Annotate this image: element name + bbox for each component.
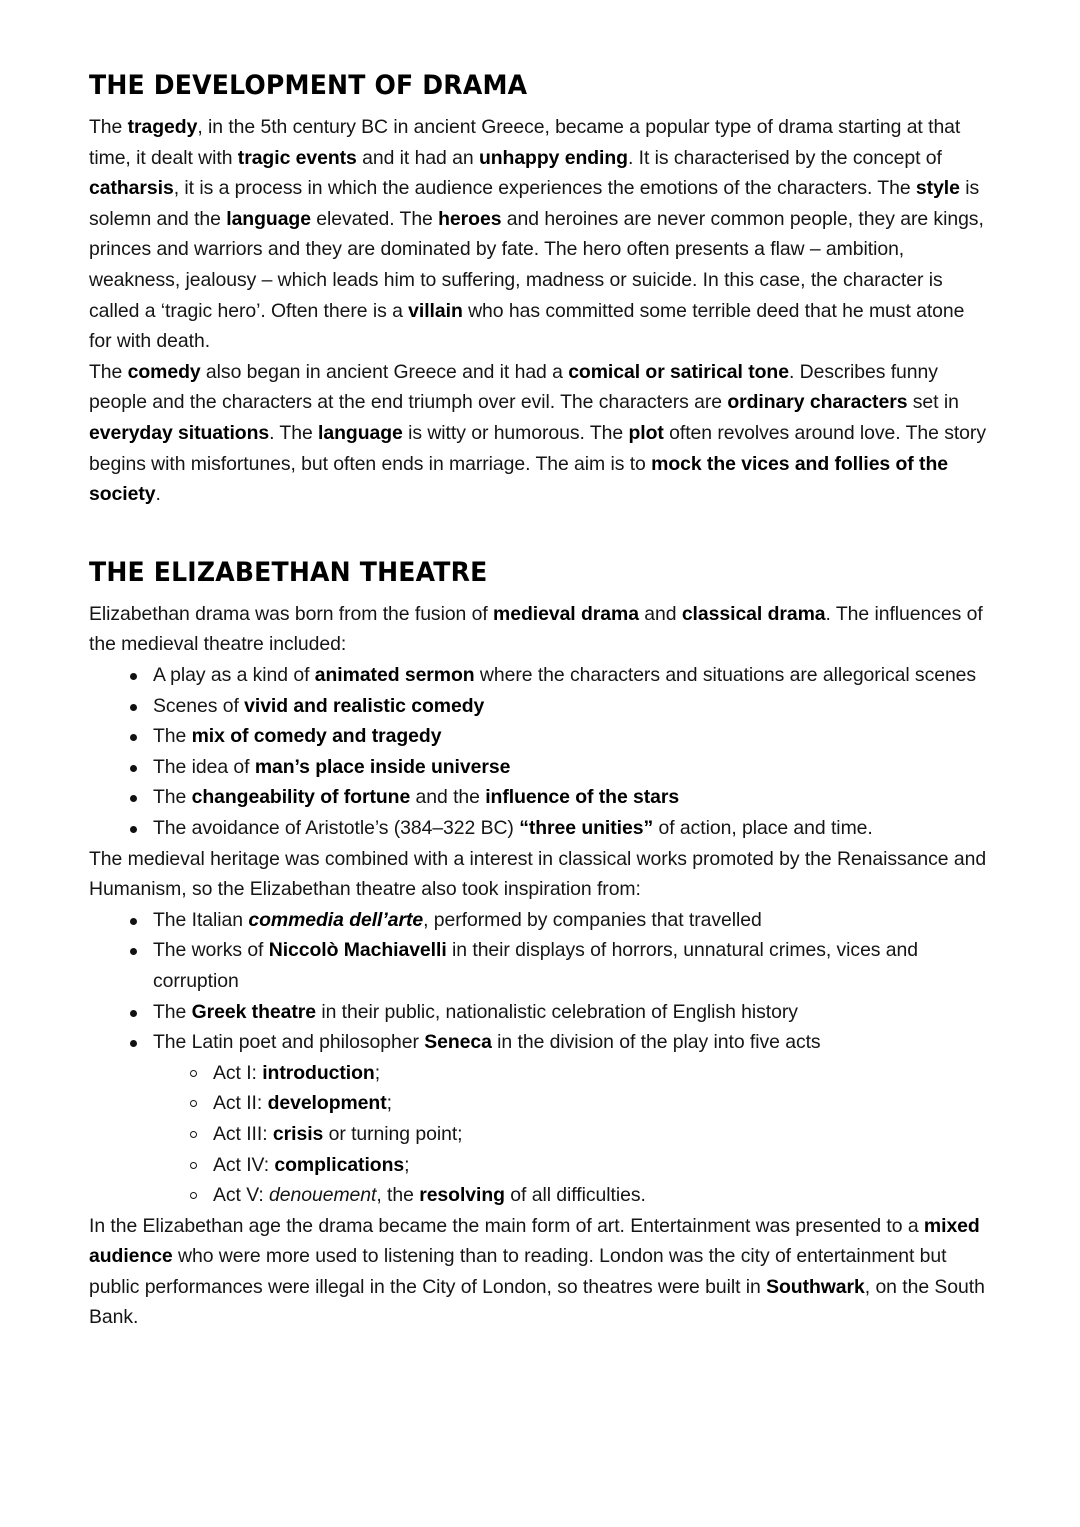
text-run: , performed by companies that travelled <box>423 908 762 931</box>
text-run: Act IV: <box>213 1153 275 1176</box>
text-run: Elizabethan drama was born from the fusion of <box>89 602 494 625</box>
text-run: Act I: <box>213 1061 263 1084</box>
emphasis-bold: tragedy <box>127 116 198 139</box>
text-run: set in <box>907 391 959 414</box>
emphasis-bold: language <box>226 207 311 230</box>
emphasis-bold: development <box>267 1092 387 1115</box>
page-title-development-of-drama: THE DEVELOPMENT OF DRAMA <box>89 70 528 101</box>
text-run: , on the South Bank. <box>89 1275 985 1329</box>
text-run: is solemn and the <box>89 177 980 230</box>
emphasis-bold: changeability of fortune <box>191 786 411 809</box>
emphasis-bold: Niccolò Machiavelli <box>268 939 447 962</box>
list-classical-influences <box>89 905 989 1058</box>
text-run: Scenes of <box>153 694 245 717</box>
text-run: in the division of the play into five acts <box>491 1031 821 1054</box>
emphasis-bold: comical or satirical tone <box>568 360 789 383</box>
emphasis-bold: heroes <box>438 207 502 230</box>
text-run: who were more used to listening than to reading. London was the city of entertainment but public performances were illegal in the City of London, so theatres were built in <box>89 1245 947 1298</box>
paragraph-tragedy <box>89 112 989 357</box>
emphasis-bold: introduction <box>262 1061 375 1084</box>
list-item <box>89 660 989 691</box>
text-run: Act III: <box>213 1122 273 1145</box>
text-run: and the <box>410 786 486 809</box>
list-item <box>89 691 989 722</box>
text-run: The Italian <box>153 908 249 931</box>
text-run: , the <box>376 1184 420 1207</box>
emphasis-bold: plot <box>628 421 664 444</box>
emphasis-bold: resolving <box>419 1184 505 1207</box>
text-run: in their public, nationalistic celebration of English history <box>316 1000 798 1023</box>
list-item <box>89 752 989 783</box>
text-run: A play as a kind of <box>153 664 315 686</box>
emphasis-bold: mix of comedy and tragedy <box>191 725 442 748</box>
emphasis-italic: denouement <box>269 1184 377 1207</box>
text-run: The <box>153 786 192 809</box>
text-run: . It is characterised by the concept of <box>627 146 942 169</box>
emphasis-bold: medieval drama <box>493 602 639 625</box>
emphasis-bold: language <box>318 421 403 444</box>
document-body <box>89 70 989 1333</box>
list-item <box>89 1180 989 1211</box>
list-item <box>89 1119 989 1150</box>
text-run: who has committed some terrible deed that he must atone for with death. <box>89 299 965 353</box>
emphasis-bold: Greek theatre <box>191 1000 316 1023</box>
text-run: The <box>153 1000 192 1023</box>
text-run: of action, place and time. <box>653 816 873 839</box>
text-run: ; <box>386 1092 392 1115</box>
text-run: and <box>638 602 682 625</box>
text-run: ; <box>404 1153 410 1176</box>
text-run: elevated. The <box>310 207 439 230</box>
emphasis-bold: influence of the stars <box>485 786 680 809</box>
text-run: of all difficulties. <box>504 1184 646 1207</box>
emphasis-bold: animated sermon <box>314 664 475 686</box>
emphasis-bold: ordinary characters <box>727 391 908 414</box>
emphasis-bold: vivid and realistic comedy <box>244 694 485 717</box>
text-run: often revolves around love. The story begins with misfortunes, but often ends in marriage. The aim is to <box>89 421 986 475</box>
text-run: . The <box>269 421 319 444</box>
text-run: ; <box>374 1061 381 1084</box>
emphasis-bold: Seneca <box>424 1031 492 1054</box>
text-run: The medieval heritage was combined with a interest in classical works promoted by the Renaissance and Humanism, so the Elizabethan theatre also took inspiration from: <box>89 847 987 901</box>
text-run: Act V: <box>213 1184 270 1207</box>
list-item <box>89 1058 989 1089</box>
emphasis-bold-italic: commedia dell’arte <box>248 908 424 931</box>
list-item <box>89 813 989 844</box>
emphasis-bold: villain <box>408 299 463 322</box>
text-run: The idea of <box>153 755 255 778</box>
text-run: in their displays of horrors, unnatural crimes, vices and corruption <box>153 939 918 992</box>
text-run: In the Elizabethan age the drama became the main form of art. Entertainment was presented to a <box>89 1214 924 1237</box>
text-run: or turning point; <box>323 1122 463 1145</box>
list-item <box>89 1088 989 1119</box>
emphasis-bold: comedy <box>127 360 201 383</box>
text-run: is witty or humorous. The <box>402 421 629 444</box>
list-item <box>89 1027 989 1058</box>
text-run: and it had an <box>356 146 479 169</box>
text-run: The <box>89 116 128 139</box>
paragraph-medieval-heritage-bridge <box>89 844 989 905</box>
text-run: The avoidance of Aristotle’s (384–322 BC) <box>153 816 520 839</box>
text-run: also began in ancient Greece and it had a <box>200 360 569 383</box>
emphasis-bold: mock the vices and follies of the society <box>89 452 948 506</box>
paragraph-comedy <box>89 357 989 510</box>
emphasis-bold: unhappy ending <box>478 146 628 169</box>
emphasis-bold: complications <box>274 1153 405 1176</box>
emphasis-bold: everyday situations <box>89 421 270 444</box>
list-five-acts <box>89 1058 989 1211</box>
emphasis-bold: Southwark <box>766 1275 865 1298</box>
emphasis-bold: classical drama <box>681 602 826 625</box>
emphasis-bold: tragic events <box>237 146 357 169</box>
list-item <box>89 935 989 996</box>
text-run: . Describes funny people and the characters at the end triumph over evil. The characters are <box>89 360 938 414</box>
list-item <box>89 905 989 936</box>
text-run: . <box>155 483 161 506</box>
text-run: , it is a process in which the audience experiences the emotions of the characters. The <box>173 177 916 200</box>
emphasis-bold: crisis <box>272 1122 324 1145</box>
list-item <box>89 997 989 1028</box>
emphasis-bold: catharsis <box>89 177 174 200</box>
text-run: The Latin poet and philosopher <box>153 1031 425 1054</box>
page-title-elizabethan-theatre: THE ELIZABETHAN THEATRE <box>89 556 488 588</box>
text-run: The works of <box>153 939 269 962</box>
text-run: The <box>89 360 128 383</box>
list-item <box>89 1150 989 1181</box>
emphasis-bold: “three unities” <box>519 816 654 839</box>
emphasis-bold: man’s place inside universe <box>254 755 511 778</box>
list-medieval-influences <box>89 660 989 844</box>
paragraph-elizabethan-closing <box>89 1211 989 1333</box>
text-run: and heroines are never common people, they are kings, princes and warriors and they are dominated by fate. The hero often presents a flaw – ambition, weakness, jealousy – which leads him to suffering, madness or suicide. In this case, the character is called a ‘tragic hero’. Often there is a <box>89 207 984 322</box>
emphasis-bold: style <box>915 177 960 200</box>
paragraph-elizabethan-intro <box>89 599 989 660</box>
emphasis-bold: mixed audience <box>89 1214 980 1268</box>
list-item <box>89 721 989 752</box>
text-run: . The influences of the medieval theatre included: <box>89 602 983 656</box>
text-run: The <box>153 725 192 748</box>
text-run: Act II: <box>213 1092 268 1115</box>
list-item <box>89 782 989 813</box>
text-run: , in the 5th century BC in ancient Greece, became a popular type of drama starting at that time, it dealt with <box>89 116 961 169</box>
text-run: where the characters and situations are allegorical scenes <box>474 664 977 686</box>
